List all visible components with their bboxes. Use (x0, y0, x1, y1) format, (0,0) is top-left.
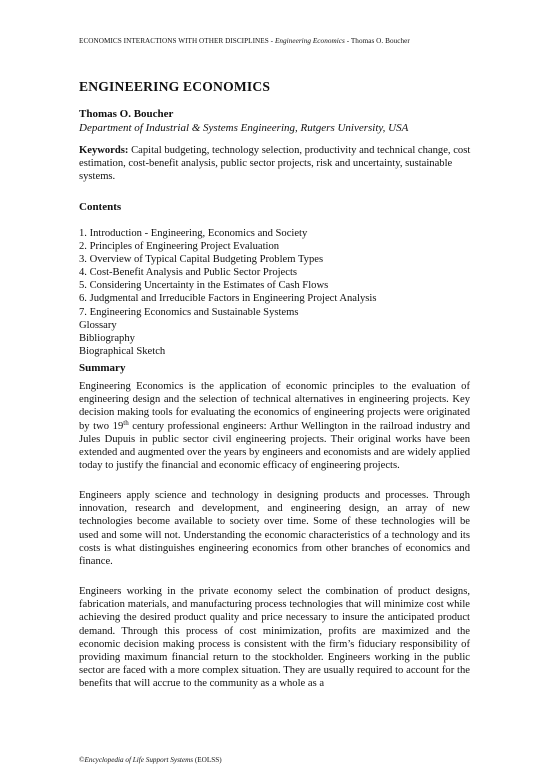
contents-item: 3. Overview of Typical Capital Budgeting Problem Types (79, 254, 324, 266)
keywords (79, 144, 471, 184)
author-affiliation: Department of Industrial & Systems Engineering, Rutgers University, USA (79, 122, 409, 134)
contents-item: 6. Judgmental and Irreducible Factors in Engineering Project Analysis (79, 293, 377, 305)
header-suffix: - Thomas O. Boucher (344, 37, 410, 45)
contents-item: 5. Considering Uncertainty in the Estimates of Cash Flows (79, 280, 329, 292)
contents-item: Glossary (79, 319, 117, 331)
contents-heading: Contents (79, 201, 122, 213)
author-name: Thomas O. Boucher (79, 108, 174, 120)
footer-source: Encyclopedia of Life Support Systems (84, 756, 194, 764)
keywords-label: Keywords: (79, 145, 129, 156)
contents-item: 7. Engineering Economics and Sustainable Systems (79, 306, 299, 318)
header-prefix: ECONOMICS INTERACTIONS WITH OTHER DISCIPLINES - (79, 37, 275, 45)
footer-copyright: © (79, 756, 85, 764)
keywords-text: Capital budgeting, technology selection, productivity and technical change, cost estimation, cost-benefit analysis, public sector projects, risk and uncertainty, sustainable systems. (79, 145, 471, 183)
summary-heading: Summary (79, 362, 126, 374)
contents-item: 1. Introduction - Engineering, Economics and Society (79, 228, 308, 239)
header-topic: Engineering Economics (274, 37, 345, 45)
contents-list (79, 227, 499, 358)
summary-p1-superscript: th (123, 418, 129, 427)
summary-paragraph-1 (79, 380, 470, 472)
running-header (79, 37, 499, 45)
page-footer (79, 756, 222, 764)
contents-item: 4. Cost-Benefit Analysis and Public Sector Projects (79, 267, 298, 279)
page-title: ENGINEERING ECONOMICS (79, 79, 271, 94)
summary-p1-text-b: century professional engineers: Arthur Wellington in the railroad industry and Jules Dupuis in public sector civil engineering projects. Their original works have been extended and augmented over the years by engineers and economists and are widely applied today to justify the financial and economic efficacy of engineering projects. (79, 420, 470, 472)
footer-suffix: (EOLSS) (193, 756, 222, 764)
contents-item: 2. Principles of Engineering Project Evaluation (79, 241, 280, 253)
contents-item: Bibliography (79, 332, 135, 344)
summary-paragraph-2: Engineers apply science and technology in designing products and processes. Through innovation, research and development, and engineering design, an array of new technologies become available to society over time. Some of these technologies will be used and some will not. Understanding the economic characteristics of a technology and its costs is what distinguishes engineering economics from other branches of economics and finance. (79, 490, 470, 568)
summary-paragraph-3: Engineers working in the private economy select the combination of product designs, fabrication materials, and manufacturing process technologies that will minimize cost while achieving the desired product quality and price necessary to insure the anticipated product demand. Through this process of cost minimization, profits are maximized and the economic decision making process is consistent with the firm’s fiduciary responsibility of providing maximum financial return to the stockholder. Engineers working in the public sector are faced with a more complex situation. They are usually required to account for the benefits that will accrue to the community as a whole as a (79, 586, 470, 690)
contents-item: Biographical Sketch (79, 345, 166, 357)
summary-p1-text-a: Engineering Economics is the application of economic principles to the evaluation of engineering design and the selection of technical alternatives in engineering projects. Key decision making tools for evaluating the economics of engineering projects were originated by two 19 (79, 381, 470, 432)
